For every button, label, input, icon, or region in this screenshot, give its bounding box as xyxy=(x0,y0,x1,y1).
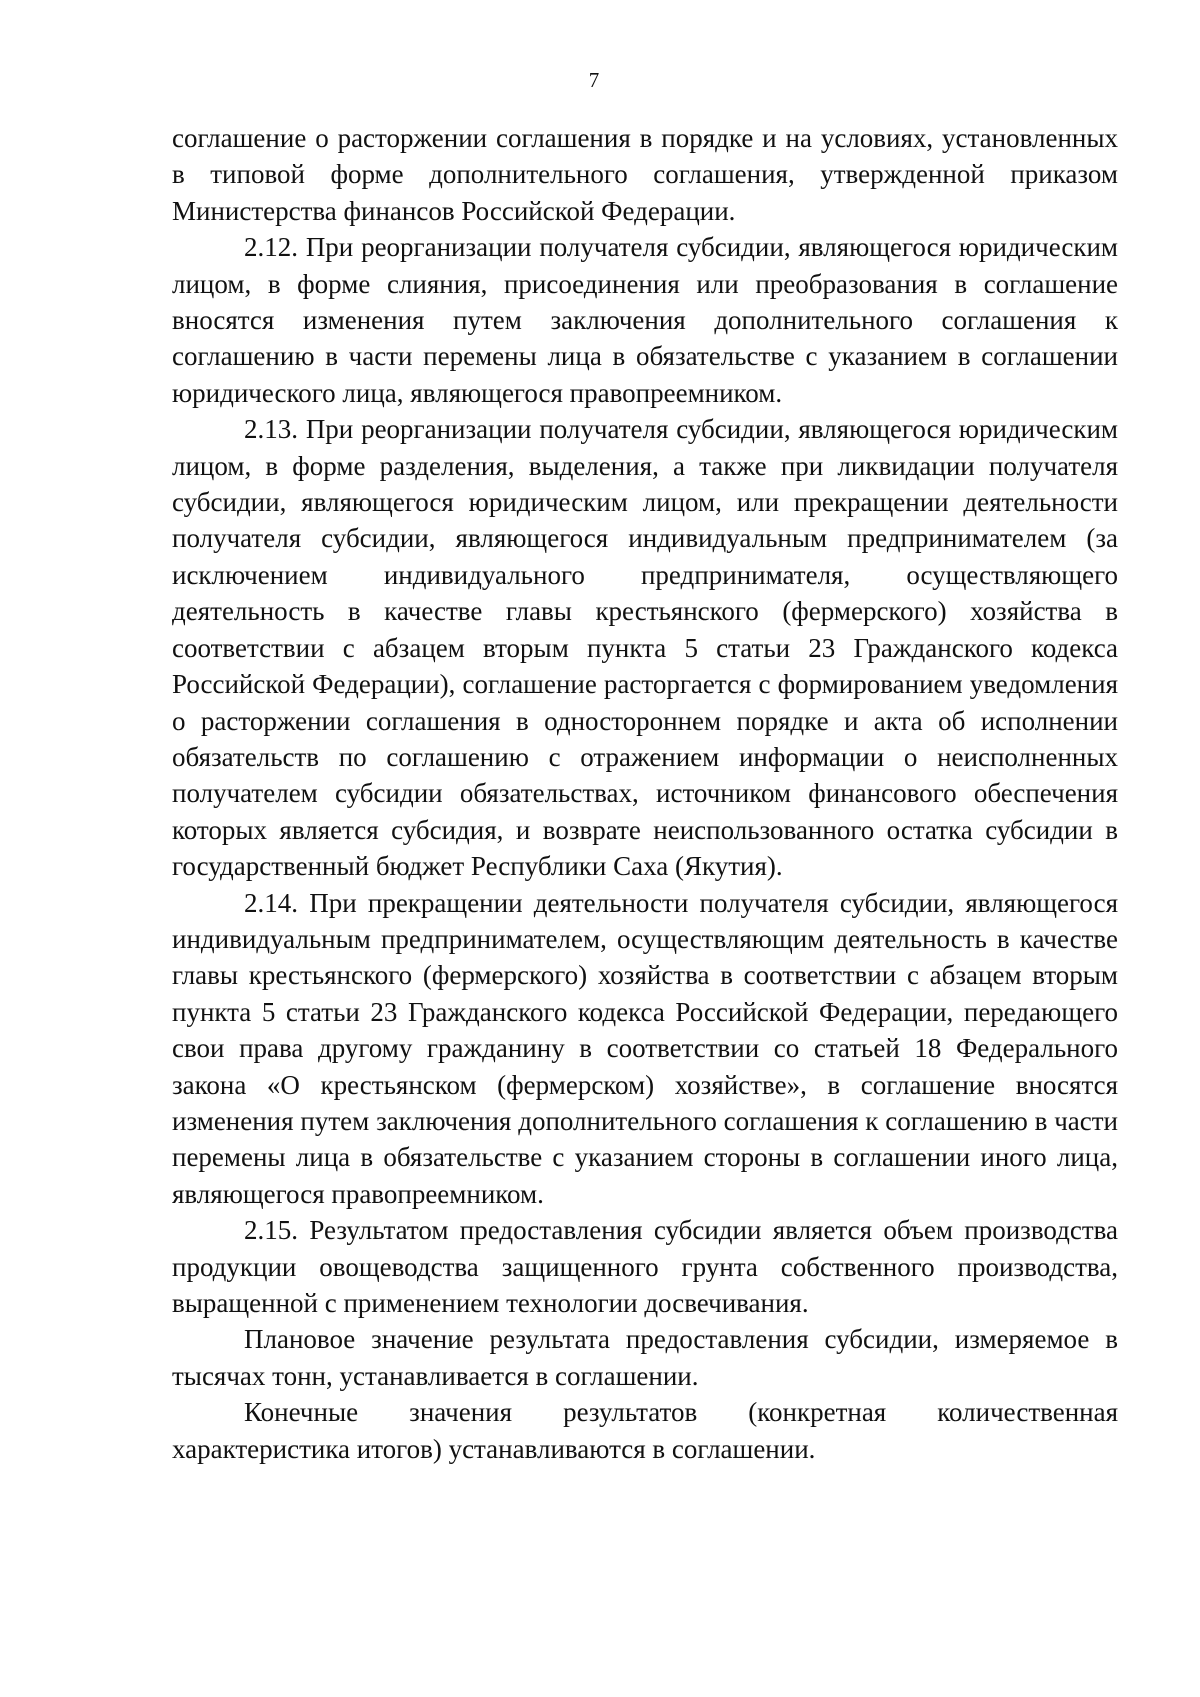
clause-number: 2.14. xyxy=(244,887,298,918)
paragraph-text: Результатом предоставления субсидии является объем производства продукции овощеводства защищенного грунта собственного производства, выращенной с применением технологии досвечивания. xyxy=(172,1215,1119,1318)
paragraph-2-13 xyxy=(172,411,1118,884)
page-number: 7 xyxy=(588,68,600,92)
paragraph-text: Конечные значения результатов (конкретная количественная характеристика итогов) устанавливаются в соглашении. xyxy=(172,1397,1118,1464)
paragraph-2-14 xyxy=(172,885,1118,1213)
paragraph-text: При реорганизации получателя субсидии, являющегося юридическим лицом, в форме слияния, присоединения или преобразования в соглашение вносятся изменения путем заключения дополнительного соглашения к соглашению в части перемены лица в обязательстве с указанием в соглашении юридического лица, являющегося правопреемником. xyxy=(172,232,1118,408)
paragraph-continuation xyxy=(172,120,1118,229)
paragraph-2-12 xyxy=(172,229,1118,411)
clause-number: 2.13. xyxy=(244,414,298,445)
paragraph-text: При прекращении деятельности получателя субсидии, являющегося индивидуальным предпринимателем, осуществляющим деятельность в качестве главы крестьянского (фермерского) хозяйства в соответствии с абзацем вторым пункта 5 статьи 23 Гражданского кодекса Российской Федерации, передающего свои права другому гражданину в соответствии со статьей 18 Федерального закона «О крестьянском (фермерском) хозяйстве», в соглашение вносятся изменения путем заключения дополнительного соглашения к соглашению в части перемены лица в обязательстве с указанием стороны в соглашении иного лица, являющегося правопреемником. xyxy=(172,887,1119,1209)
paragraph-text: соглашение о расторжении соглашения в порядке и на условиях, установленных в типовой форме дополнительного соглашения, утвержденной приказом Министерства финансов Российской Федерации. xyxy=(172,123,1118,226)
paragraph-2-15 xyxy=(172,1212,1118,1321)
paragraph-planned-value xyxy=(172,1321,1118,1394)
paragraph-text: Плановое значение результата предоставления субсидии, измеряемое в тысячах тонн, устанавливается в соглашении. xyxy=(172,1324,1118,1391)
clause-number: 2.12. xyxy=(244,232,298,263)
clause-number: 2.15. xyxy=(244,1215,298,1246)
document-body xyxy=(172,120,1118,1467)
paragraph-text: При реорганизации получателя субсидии, являющегося юридическим лицом, в форме разделения, выделения, а также при ликвидации получателя субсидии, являющегося юридическим лицом, или прекращении деятельности получателя субсидии, являющегося индивидуальным предпринимателем (за исключением индивидуального предпринимателя, осуществляющего деятельность в качестве главы крестьянского (фермерского) хозяйства в соответствии с абзацем вторым пункта 5 статьи 23 Гражданского кодекса Российской Федерации), соглашение расторгается с формированием уведомления о расторжении соглашения в одностороннем порядке и акта об исполнении обязательств по соглашению с отражением информации о неисполненных получателем субсидии обязательствах, источником финансового обеспечения которых является субсидия, и возврате неиспользованного остатка субсидии в государственный бюджет Республики Саха (Якутия). xyxy=(172,414,1118,882)
paragraph-final-values xyxy=(172,1394,1118,1467)
